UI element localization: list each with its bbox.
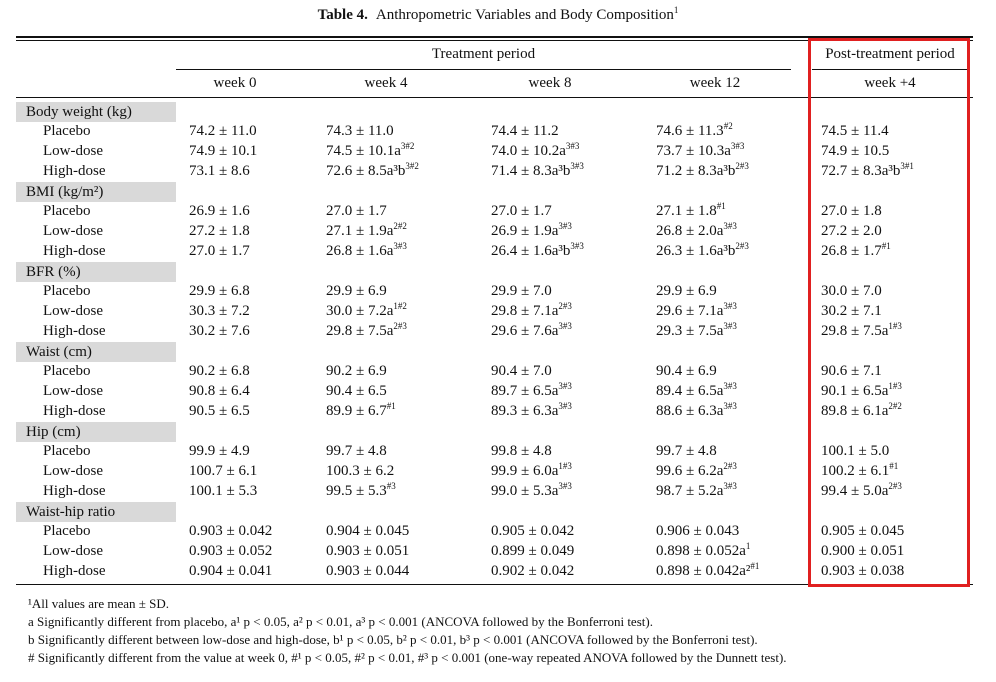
table-cell xyxy=(491,302,572,321)
table-cell xyxy=(656,482,737,501)
table-cell xyxy=(189,482,257,501)
cell-value: 27.1 ± 1.9a xyxy=(326,223,394,239)
table-cell xyxy=(189,302,250,321)
row-label: High-dose xyxy=(43,403,106,419)
table-cell xyxy=(189,142,257,161)
cell-value: 74.4 ± 11.2 xyxy=(491,123,559,139)
cell-value: 0.905 ± 0.042 xyxy=(491,523,575,539)
table-cell xyxy=(189,242,250,261)
group-name: Waist (cm) xyxy=(26,344,92,360)
cell-significance-superscript: 3#3 xyxy=(570,161,584,171)
cell-value: 74.0 ± 10.2a xyxy=(491,143,566,159)
cell-significance-superscript: 3#3 xyxy=(723,221,737,231)
cell-significance-superscript: 3#3 xyxy=(558,481,572,491)
table-cell xyxy=(326,462,394,481)
cell-value: 0.898 ± 0.052a xyxy=(656,543,746,559)
cell-value: 27.0 ± 1.7 xyxy=(189,243,250,259)
cell-value: 99.7 ± 4.8 xyxy=(656,443,717,459)
cell-significance-superscript: 3#3 xyxy=(558,321,572,331)
cell-value: 89.8 ± 6.1a xyxy=(821,403,889,419)
col-header-week-plus4: week +4 xyxy=(864,75,916,91)
cell-value: 30.3 ± 7.2 xyxy=(189,303,250,319)
table-cell xyxy=(656,522,739,541)
cell-significance-superscript: #1 xyxy=(750,561,760,571)
cell-value: 90.8 ± 6.4 xyxy=(189,383,250,399)
cell-significance-superscript: #1 xyxy=(386,401,396,411)
cell-significance-superscript: 3#3 xyxy=(558,381,572,391)
cell-value: 99.9 ± 4.9 xyxy=(189,443,250,459)
cell-value: 29.3 ± 7.5a xyxy=(656,323,724,339)
table-cell xyxy=(189,122,257,141)
cell-value: 26.8 ± 1.6a xyxy=(326,243,394,259)
row-label: Low-dose xyxy=(43,383,103,399)
table-cell xyxy=(326,142,414,161)
cell-value: 29.6 ± 7.1a xyxy=(656,303,724,319)
table-cell xyxy=(189,542,272,561)
cell-value: 71.4 ± 8.3a³b xyxy=(491,163,571,179)
cell-value: 27.1 ± 1.8 xyxy=(656,203,717,219)
table-cell xyxy=(326,562,409,581)
cell-value: 29.9 ± 6.9 xyxy=(326,283,387,299)
cell-significance-superscript: 2#2 xyxy=(393,221,407,231)
row-label: High-dose xyxy=(43,563,106,579)
table-cell xyxy=(656,462,737,481)
table-cell xyxy=(491,402,572,421)
table-cell xyxy=(326,322,407,341)
cell-significance-superscript: 3#3 xyxy=(565,141,580,151)
cell-value: 0.903 ± 0.044 xyxy=(326,563,410,579)
table-cell xyxy=(656,202,726,221)
table-cell xyxy=(326,302,407,321)
cell-value: 0.900 ± 0.051 xyxy=(821,543,905,559)
cell-value: 0.903 ± 0.038 xyxy=(821,563,905,579)
table-cell xyxy=(491,382,572,401)
cell-significance-superscript: #1 xyxy=(881,241,891,251)
table-cell xyxy=(189,562,272,581)
cell-value: 74.5 ± 10.1a xyxy=(326,143,401,159)
table-cell xyxy=(326,382,387,401)
cell-significance-superscript: 3#3 xyxy=(558,221,572,231)
group-header xyxy=(16,262,176,282)
cell-value: 99.7 ± 4.8 xyxy=(326,443,387,459)
row-label: High-dose xyxy=(43,483,106,499)
table-cell xyxy=(326,522,409,541)
cell-value: 29.8 ± 7.1a xyxy=(491,303,559,319)
cell-significance-superscript: #2 xyxy=(723,121,733,131)
cell-value: 74.2 ± 11.0 xyxy=(189,123,257,139)
table-cell xyxy=(491,362,552,381)
cell-value: 72.7 ± 8.3a³b xyxy=(821,163,901,179)
footnote-a: a Significantly different from placebo, a¹ p < 0.05, a² p < 0.01, a³ p < 0.001 (ANCOVA followed by the Bonferroni test). xyxy=(28,614,653,629)
treatment-subheader-rule xyxy=(176,69,791,70)
table-cell xyxy=(656,322,737,341)
table-cell xyxy=(656,402,737,421)
table-cell xyxy=(491,482,572,501)
row-label: Placebo xyxy=(43,123,91,139)
table-cell xyxy=(189,382,250,401)
cell-value: 73.1 ± 8.6 xyxy=(189,163,250,179)
group-name: Body weight (kg) xyxy=(26,104,132,120)
footnote-hash: # Significantly different from the value at week 0, #¹ p < 0.05, #² p < 0.01, #³ p < 0.001 (one-way repeated ANOVA followed by the Dunnett test). xyxy=(28,650,787,665)
cell-value: 98.7 ± 5.2a xyxy=(656,483,724,499)
table-caption: Anthropometric Variables and Body Composition xyxy=(375,7,674,23)
table-cell xyxy=(491,242,584,261)
cell-value: 74.6 ± 11.3 xyxy=(656,123,724,139)
table-title xyxy=(0,7,996,24)
cell-value: 99.9 ± 6.0a xyxy=(491,463,559,479)
cell-value: 100.1 ± 5.3 xyxy=(189,483,258,499)
row-label: Low-dose xyxy=(43,223,103,239)
cell-value: 74.9 ± 10.1 xyxy=(189,143,258,159)
row-label: High-dose xyxy=(43,163,106,179)
cell-significance-superscript: 1#3 xyxy=(888,321,902,331)
cell-value: 99.6 ± 6.2a xyxy=(656,463,724,479)
table-cell xyxy=(326,362,387,381)
cell-value: 89.4 ± 6.5a xyxy=(656,383,724,399)
cell-value: 89.9 ± 6.7 xyxy=(326,403,387,419)
group-name: BFR (%) xyxy=(26,264,81,280)
table-cell xyxy=(656,162,749,181)
cell-significance-superscript: 2#3 xyxy=(558,301,572,311)
row-label: Low-dose xyxy=(43,143,103,159)
cell-value: 27.0 ± 1.7 xyxy=(491,203,552,219)
cell-value: 0.906 ± 0.043 xyxy=(656,523,740,539)
cell-significance-superscript: 1#3 xyxy=(558,461,572,471)
table-cell xyxy=(326,202,387,221)
cell-value: 29.8 ± 7.5a xyxy=(821,323,889,339)
table-cell xyxy=(189,362,250,381)
cell-value: 71.2 ± 8.3a³b xyxy=(656,163,736,179)
table-cell xyxy=(189,282,250,301)
col-header-week4: week 4 xyxy=(364,75,408,91)
cell-significance-superscript: 3#3 xyxy=(730,141,745,151)
table-cell xyxy=(656,122,733,141)
col-header-week12: week 12 xyxy=(689,75,741,91)
table-cell xyxy=(491,542,574,561)
group-name: Hip (cm) xyxy=(26,424,81,440)
cell-value: 99.4 ± 5.0a xyxy=(821,483,889,499)
col-header-week8: week 8 xyxy=(528,75,572,91)
cell-value: 0.902 ± 0.042 xyxy=(491,563,575,579)
cell-value: 26.9 ± 1.9a xyxy=(491,223,559,239)
table-cell xyxy=(326,282,387,301)
cell-significance-superscript: 2#3 xyxy=(735,241,749,251)
cell-value: 90.4 ± 7.0 xyxy=(491,363,552,379)
table-cell xyxy=(656,302,737,321)
table-cell xyxy=(656,442,717,461)
cell-significance-superscript: 2#3 xyxy=(735,161,749,171)
cell-significance-superscript: 3#3 xyxy=(723,321,737,331)
cell-value: 30.2 ± 7.1 xyxy=(821,303,882,319)
group-header xyxy=(16,102,176,122)
table-cell xyxy=(326,442,387,461)
col-header-week0: week 0 xyxy=(213,75,257,91)
cell-significance-superscript: 2#3 xyxy=(723,461,737,471)
cell-value: 0.903 ± 0.051 xyxy=(326,543,410,559)
table-cell xyxy=(189,462,257,481)
group-name: BMI (kg/m²) xyxy=(26,184,104,200)
cell-significance-superscript: #3 xyxy=(386,481,396,491)
table-cell xyxy=(326,162,419,181)
cell-value: 100.3 ± 6.2 xyxy=(326,463,395,479)
cell-value: 27.2 ± 1.8 xyxy=(189,223,250,239)
cell-value: 0.903 ± 0.042 xyxy=(189,523,273,539)
cell-value: 29.9 ± 6.9 xyxy=(656,283,717,299)
row-label: High-dose xyxy=(43,323,106,339)
row-label: Placebo xyxy=(43,363,91,379)
table-cell xyxy=(189,522,272,541)
cell-value: 90.2 ± 6.9 xyxy=(326,363,387,379)
cell-value: 30.0 ± 7.0 xyxy=(821,283,882,299)
cell-significance-superscript: 3#3 xyxy=(723,381,737,391)
cell-value: 29.6 ± 7.6a xyxy=(491,323,559,339)
cell-value: 74.9 ± 10.5 xyxy=(821,143,890,159)
table-cell xyxy=(326,402,396,421)
table-cell xyxy=(491,162,584,181)
table-cell xyxy=(491,442,552,461)
table-cell xyxy=(491,282,552,301)
cell-value: 26.4 ± 1.6a³b xyxy=(491,243,571,259)
group-header xyxy=(16,342,176,362)
table-cell xyxy=(656,382,737,401)
group-header xyxy=(16,502,176,522)
table-cell xyxy=(656,142,744,161)
cell-value: 90.4 ± 6.5 xyxy=(326,383,387,399)
row-label: Low-dose xyxy=(43,543,103,559)
cell-value: 89.3 ± 6.3a xyxy=(491,403,559,419)
cell-value: 88.6 ± 6.3a xyxy=(656,403,724,419)
cell-significance-superscript: 3#3 xyxy=(570,241,584,251)
cell-value: 29.9 ± 7.0 xyxy=(491,283,552,299)
cell-value: 90.6 ± 7.1 xyxy=(821,363,882,379)
table-cell xyxy=(189,162,250,181)
row-label: Placebo xyxy=(43,283,91,299)
table-cell xyxy=(189,202,250,221)
table-cell xyxy=(189,442,250,461)
cell-value: 74.3 ± 11.0 xyxy=(326,123,394,139)
row-label: Placebo xyxy=(43,443,91,459)
cell-value: 30.2 ± 7.6 xyxy=(189,323,250,339)
cell-value: 89.7 ± 6.5a xyxy=(491,383,559,399)
cell-significance-superscript: 3#3 xyxy=(723,401,737,411)
cell-significance-superscript: 1 xyxy=(745,541,751,551)
row-label: Placebo xyxy=(43,523,91,539)
cell-value: 29.9 ± 6.8 xyxy=(189,283,250,299)
treatment-period-header: Treatment period xyxy=(431,46,536,62)
cell-value: 90.1 ± 6.5a xyxy=(821,383,889,399)
cell-value: 100.7 ± 6.1 xyxy=(189,463,258,479)
cell-value: 90.4 ± 6.9 xyxy=(656,363,717,379)
table-cell xyxy=(326,222,407,241)
title-footnote-marker: 1 xyxy=(673,5,679,15)
table-cell xyxy=(656,222,737,241)
cell-value: 0.904 ± 0.045 xyxy=(326,523,410,539)
table-cell xyxy=(656,242,749,261)
table-cell xyxy=(491,522,574,541)
cell-significance-superscript: 2#2 xyxy=(888,401,902,411)
cell-value: 26.9 ± 1.6 xyxy=(189,203,250,219)
row-label: Low-dose xyxy=(43,303,103,319)
table-cell xyxy=(189,322,250,341)
table-cell xyxy=(326,482,396,501)
table-cell xyxy=(491,562,574,581)
footnote-b: b Significantly different between low-dose and high-dose, b¹ p < 0.05, b² p < 0.01, b³ p < 0.001 (ANCOVA followed by the Bonferroni test). xyxy=(28,632,758,647)
table-cell xyxy=(326,122,394,141)
cell-value: 26.3 ± 1.6a³b xyxy=(656,243,736,259)
cell-significance-superscript: #1 xyxy=(889,461,899,471)
cell-value: 99.8 ± 4.8 xyxy=(491,443,552,459)
cell-significance-superscript: 3#2 xyxy=(405,161,419,171)
cell-significance-superscript: 3#3 xyxy=(393,241,407,251)
table-cell xyxy=(326,542,409,561)
table-cell xyxy=(326,242,407,261)
cell-value: 99.0 ± 5.3a xyxy=(491,483,559,499)
cell-value: 90.5 ± 6.5 xyxy=(189,403,250,419)
group-name: Waist-hip ratio xyxy=(26,504,116,520)
footnote-1: ¹All values are mean ± SD. xyxy=(28,596,169,611)
table-number: Table 4. xyxy=(317,7,368,23)
cell-significance-superscript: 3#2 xyxy=(400,141,415,151)
row-label: High-dose xyxy=(43,243,106,259)
cell-value: 26.8 ± 1.7 xyxy=(821,243,882,259)
cell-value: 0.899 ± 0.049 xyxy=(491,543,575,559)
cell-significance-superscript: 3#3 xyxy=(558,401,572,411)
cell-significance-superscript: 2#3 xyxy=(888,481,902,491)
cell-value: 72.6 ± 8.5a³b xyxy=(326,163,406,179)
table-cell xyxy=(491,222,572,241)
table-cell xyxy=(491,322,572,341)
cell-value: 27.0 ± 1.7 xyxy=(326,203,387,219)
cell-value: 0.905 ± 0.045 xyxy=(821,523,905,539)
table-cell xyxy=(491,462,572,481)
cell-value: 99.5 ± 5.3 xyxy=(326,483,387,499)
table-cell xyxy=(491,202,552,221)
cell-value: 0.903 ± 0.052 xyxy=(189,543,273,559)
cell-value: 0.904 ± 0.041 xyxy=(189,563,273,579)
post-treatment-highlight-box xyxy=(808,38,970,587)
cell-value: 90.2 ± 6.8 xyxy=(189,363,250,379)
cell-value: 29.8 ± 7.5a xyxy=(326,323,394,339)
group-header xyxy=(16,182,176,202)
table-cell xyxy=(656,562,759,581)
table-cell xyxy=(656,282,717,301)
cell-significance-superscript: 1#3 xyxy=(888,381,902,391)
row-label: Placebo xyxy=(43,203,91,219)
table-cell xyxy=(189,222,250,241)
cell-significance-superscript: 3#1 xyxy=(900,161,914,171)
cell-value: 26.8 ± 2.0a xyxy=(656,223,724,239)
cell-value: 100.2 ± 6.1 xyxy=(821,463,890,479)
row-label: Low-dose xyxy=(43,463,103,479)
cell-value: 27.2 ± 2.0 xyxy=(821,223,882,239)
group-header xyxy=(16,422,176,442)
table-cell xyxy=(656,362,717,381)
cell-value: 100.1 ± 5.0 xyxy=(821,443,890,459)
cell-value: 0.898 ± 0.042a² xyxy=(656,563,751,579)
cell-value: 74.5 ± 11.4 xyxy=(821,123,889,139)
table-cell xyxy=(491,142,579,161)
table-cell xyxy=(656,542,750,561)
cell-significance-superscript: 3#3 xyxy=(723,301,737,311)
cell-significance-superscript: 2#3 xyxy=(393,321,407,331)
cell-value: 27.0 ± 1.8 xyxy=(821,203,882,219)
table-cell xyxy=(491,122,559,141)
cell-significance-superscript: #1 xyxy=(716,201,726,211)
post-treatment-period-header: Post-treatment period xyxy=(825,46,955,62)
cell-significance-superscript: 3#3 xyxy=(723,481,737,491)
cell-value: 30.0 ± 7.2a xyxy=(326,303,394,319)
cell-value: 73.7 ± 10.3a xyxy=(656,143,731,159)
table-cell xyxy=(189,402,250,421)
cell-significance-superscript: 1#2 xyxy=(393,301,407,311)
